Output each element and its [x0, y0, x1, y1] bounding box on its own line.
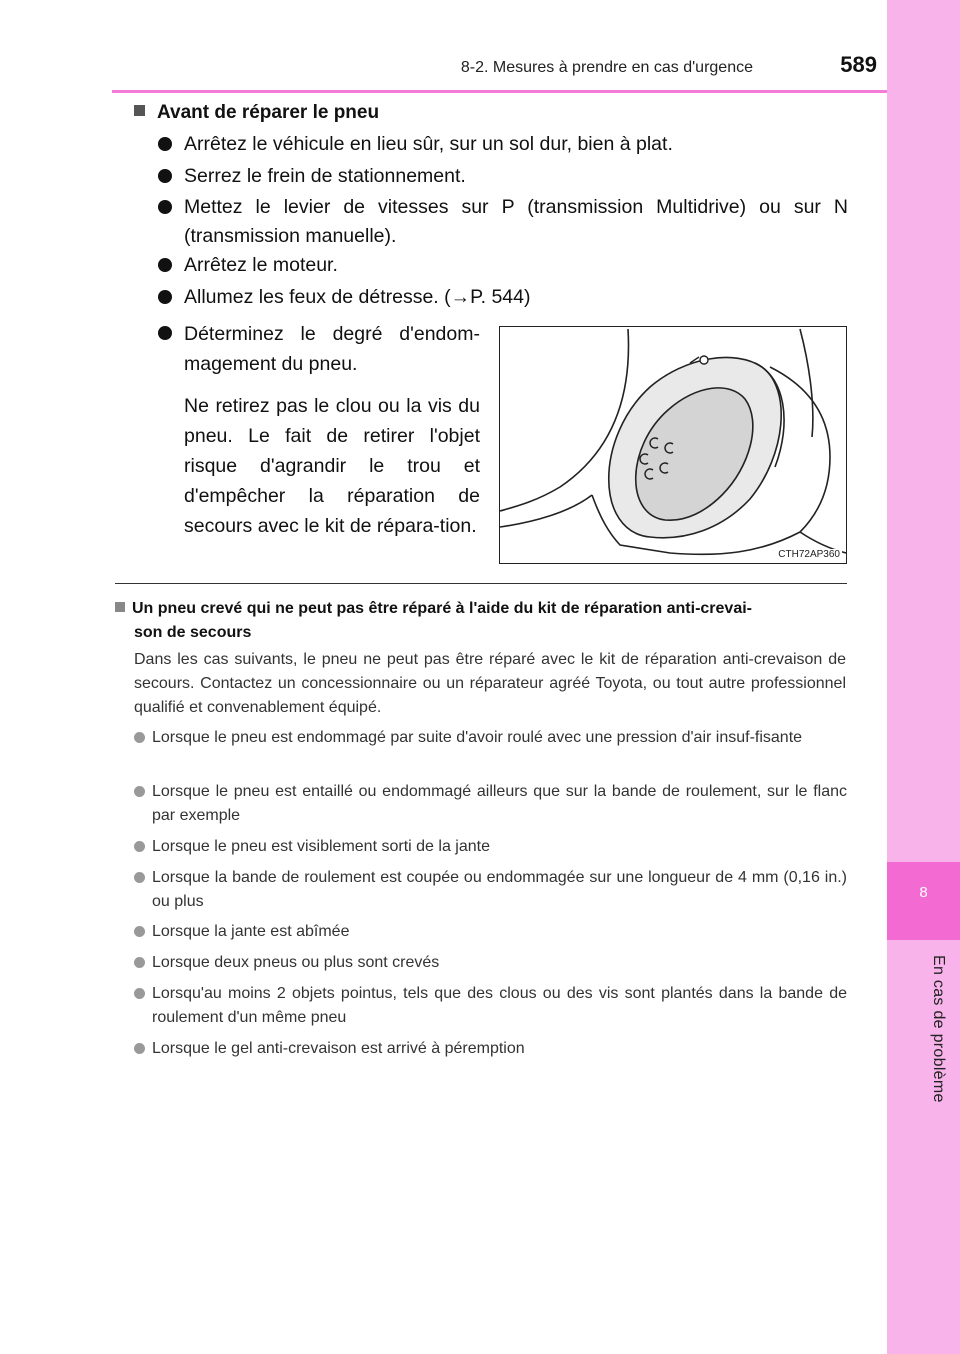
bullet-item-damage: [158, 319, 480, 541]
list-item-text: Lorsque le pneu est entaillé ou endommagé ailleurs que sur la bande de roulement, sur le flanc par exemple: [152, 783, 847, 824]
list-item-text: Lorsque le gel anti-crevaison est arrivé à péremption: [152, 1040, 525, 1057]
note-paragraph: Dans les cas suivants, le pneu ne peut pas être réparé avec le kit de réparation anti-crevaison de secours. Contactez un concessionnaire ou un réparateur agréé Toyota, ou tout autre professionnel qualifié et convenablement équipé.: [134, 651, 846, 716]
list-item: [134, 982, 847, 1030]
bullet-dot-icon: [158, 326, 172, 340]
list-item: [134, 951, 847, 975]
figure-code: CTH72AP360: [778, 549, 840, 560]
bullet-text: Arrêtez le véhicule en lieu sûr, sur un sol dur, bien à plat.: [184, 133, 673, 155]
bullet-text: Allumez les feux de détresse. (→P. 544): [184, 286, 531, 308]
list-item: [134, 920, 847, 944]
bullet-item: [158, 283, 848, 312]
chapter-tab-active: [887, 862, 960, 940]
bullet-dot-icon: [134, 926, 145, 937]
bullet-dot-icon: [158, 200, 172, 214]
bullet-dot-icon: [158, 137, 172, 151]
square-bullet-icon: [134, 105, 145, 116]
list-item-text: Lorsque le pneu est visiblement sorti de la jante: [152, 838, 490, 855]
tire-illustration-drawing: [500, 327, 846, 563]
bullet-dot-icon: [134, 957, 145, 968]
bullet-item: [158, 251, 848, 280]
bullet-item: [158, 162, 848, 191]
bullet-dot-icon: [134, 732, 145, 743]
bullet-dot-icon: [134, 1043, 145, 1054]
bullet-text: Déterminez le degré d'endom-magement du pneu.: [184, 323, 480, 375]
list-item: [134, 1037, 847, 1061]
bullet-text: Arrêtez le moteur.: [184, 254, 338, 276]
main-heading-text: Avant de réparer le pneu: [157, 102, 380, 123]
list-item-text: Lorsque la bande de roulement est coupée ou endommagée sur une longueur de 4 mm (0,16 in.) ou plus: [152, 869, 847, 910]
list-item: [134, 780, 847, 828]
chapter-label: En cas de problème: [930, 955, 947, 1103]
page-number: 589: [840, 52, 877, 77]
list-item-text: Lorsque la jante est abîmée: [152, 923, 350, 940]
bullet-item: [158, 130, 848, 159]
bullet-item: [158, 193, 848, 251]
note-heading-line2: son de secours: [134, 624, 252, 641]
bullet-dot-icon: [158, 290, 172, 304]
bullet-text: Mettez le levier de vitesses sur P (transmission Multidrive) ou sur N (transmission manuelle).: [184, 196, 848, 247]
tire-illustration: [499, 326, 847, 564]
bullet-dot-icon: [158, 169, 172, 183]
bullet-dot-icon: [134, 841, 145, 852]
square-bullet-icon: [115, 602, 125, 612]
bullet-dot-icon: [134, 872, 145, 883]
list-item: [134, 835, 847, 859]
section-divider: [115, 583, 847, 584]
chapter-number: 8: [919, 884, 928, 901]
section-title: 8-2. Mesures à prendre en cas d'urgence: [460, 59, 753, 76]
bullet-dot-icon: [134, 988, 145, 999]
bullet-dot-icon: [158, 258, 172, 272]
main-heading: [134, 102, 379, 124]
list-item-text: Lorsque deux pneus ou plus sont crevés: [152, 954, 440, 971]
list-item: [134, 866, 847, 914]
page-header: [112, 0, 887, 93]
note-heading-line1: Un pneu crevé qui ne peut pas être réparé à l'aide du kit de réparation anti-crevai-: [132, 600, 752, 617]
list-item-text: Lorsqu'au moins 2 objets pointus, tels que des clous ou des vis sont plantés dans la bande de roulement d'un même pneu: [152, 985, 847, 1026]
list-item-text: Lorsque le pneu est endommagé par suite d'avoir roulé avec une pression d'air insuf-fisante: [152, 729, 803, 746]
note-heading: [115, 597, 847, 645]
bullet-dot-icon: [134, 786, 145, 797]
damage-explanation: Ne retirez pas le clou ou la vis du pneu. Le fait de retirer l'objet risque d'agrandir le trou et d'empêcher la réparation de secours avec le kit de répara-tion.: [184, 395, 480, 537]
chapter-side-tab: [887, 0, 960, 1354]
bullet-text: Serrez le frein de stationnement.: [184, 165, 466, 187]
list-item: [134, 726, 847, 750]
